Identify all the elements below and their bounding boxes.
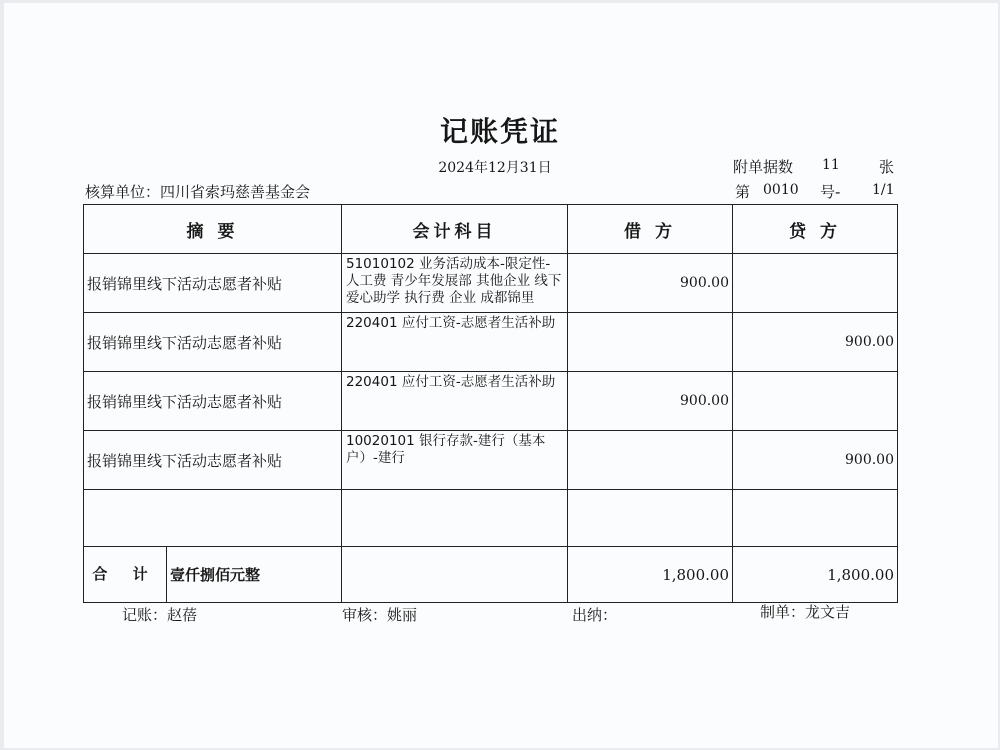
table-row [84, 372, 898, 431]
accounting-unit [85, 181, 310, 202]
entry-account: 51010102 业务活动成本-限定性-人工费 青少年发展部 其他企业 线下爱心助学 执行费 企业 成都锦里 [342, 254, 568, 313]
bookkeeper-label: 记账： [122, 606, 168, 624]
signature-reviewer [342, 604, 417, 625]
voucher-page: 1/1 [872, 182, 895, 198]
total-label: 合 计 [84, 547, 167, 602]
empty-cell [733, 490, 898, 547]
entry-summary: 报销锦里线下活动志愿者补贴 [84, 431, 342, 490]
entry-credit: 900.00 [733, 313, 898, 372]
entry-account: 220401 应付工资-志愿者生活补助 [342, 372, 568, 431]
entry-credit [733, 254, 898, 313]
entry-summary: 报销锦里线下活动志愿者补贴 [84, 254, 342, 313]
voucher-table [83, 204, 898, 603]
bookkeeper-name: 赵蓓 [167, 606, 198, 624]
table-row [84, 431, 898, 490]
entry-summary: 报销锦里线下活动志愿者补贴 [84, 372, 342, 431]
cashier-label: 出纳： [572, 606, 618, 624]
voucher-number-suffix: 号- [820, 183, 841, 201]
voucher-number: 0010 [763, 182, 799, 198]
entry-debit: 900.00 [568, 372, 733, 431]
entry-account: 220401 应付工资-志愿者生活补助 [342, 313, 568, 372]
empty-cell [84, 490, 342, 547]
total-spacer-cell [342, 547, 568, 603]
entry-debit [568, 431, 733, 490]
total-debit: 1,800.00 [568, 547, 733, 603]
preparer-label: 制单： [760, 603, 806, 621]
attachments-unit: 张 [879, 158, 895, 176]
entry-debit: 900.00 [568, 254, 733, 313]
signature-cashier [572, 604, 617, 625]
attachments-count: 11 [822, 157, 840, 173]
total-amount-words: 壹仟捌佰元整 [170, 566, 261, 584]
empty-cell [568, 490, 733, 547]
voucher-date: 2024年12月31日 [438, 160, 552, 176]
voucher-number-prefix: 第 [735, 183, 751, 201]
empty-row [84, 490, 898, 547]
unit-name: 四川省索玛慈善基金会 [160, 183, 311, 201]
table-row [84, 313, 898, 372]
preparer-name: 龙文吉 [805, 603, 851, 621]
total-credit: 1,800.00 [733, 547, 898, 603]
entry-debit [568, 313, 733, 372]
total-label-cell [84, 547, 342, 603]
entry-credit [733, 372, 898, 431]
header-summary: 摘 要 [84, 205, 342, 254]
attachments-label: 附单据数 [733, 158, 794, 176]
reviewer-name: 姚丽 [387, 606, 418, 624]
entry-account: 10020101 银行存款-建行（基本户）-建行 [342, 431, 568, 490]
header-credit: 贷 方 [733, 205, 898, 254]
table-row [84, 254, 898, 313]
total-row [84, 547, 898, 603]
table-header-row [84, 205, 898, 254]
entry-summary: 报销锦里线下活动志愿者补贴 [84, 313, 342, 372]
signature-bookkeeper [122, 604, 197, 625]
voucher-title: 记账凭证 [439, 115, 560, 148]
header-debit: 借 方 [568, 205, 733, 254]
reviewer-label: 审核： [342, 606, 388, 624]
entry-credit: 900.00 [733, 431, 898, 490]
empty-cell [342, 490, 568, 547]
header-account: 会计科目 [342, 205, 568, 254]
signature-preparer [760, 601, 850, 622]
unit-label: 核算单位： [85, 183, 161, 201]
